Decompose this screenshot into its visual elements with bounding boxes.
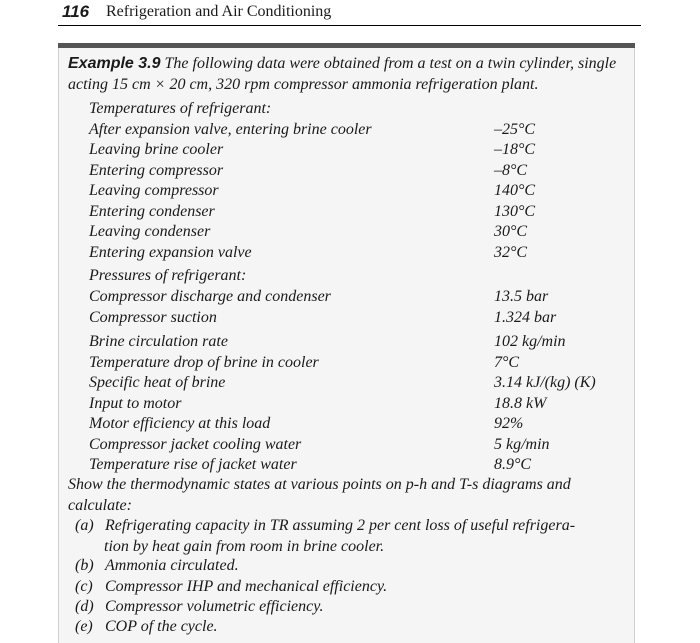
task-text: Compressor IHP and mechanical efficiency. bbox=[105, 578, 388, 595]
example-label: Example 3.9 bbox=[68, 55, 161, 72]
data-label: Entering compressor bbox=[89, 162, 224, 179]
header-rule bbox=[58, 25, 641, 26]
data-label: Entering condenser bbox=[89, 203, 215, 220]
data-value: –25°C bbox=[494, 121, 536, 138]
data-value: 102 kg/min bbox=[494, 333, 566, 350]
task-item bbox=[75, 577, 630, 598]
data-value: 30°C bbox=[494, 223, 528, 240]
data-label: Compressor discharge and condenser bbox=[89, 288, 331, 305]
task-text: Ammonia circulated. bbox=[105, 557, 239, 574]
example-text: The following data were obtained from a test on a twin cylinder, single acting 15 cm × 20 cm, 320 rpm compressor ammonia refrigeration plant. bbox=[68, 55, 617, 93]
task-marker: (e) bbox=[75, 618, 93, 635]
running-header bbox=[62, 0, 640, 27]
data-label: After expansion valve, entering brine cooler bbox=[89, 121, 372, 138]
pressures-heading: Pressures of refrigerant: bbox=[89, 267, 247, 284]
example-statement bbox=[68, 54, 633, 95]
running-title: Refrigeration and Air Conditioning bbox=[106, 3, 332, 20]
data-label: Brine circulation rate bbox=[89, 333, 228, 350]
page-number: 116 bbox=[62, 2, 90, 21]
instruction-text: Show the thermodynamic states at various points on p-h and T-s diagrams and calculate: bbox=[68, 476, 571, 514]
data-value: 13.5 bar bbox=[494, 288, 549, 305]
task-text-continued: tion by heat gain from room in brine cooler. bbox=[104, 538, 385, 555]
task-item bbox=[75, 516, 630, 537]
task-item bbox=[75, 617, 630, 638]
data-label: Input to motor bbox=[89, 395, 182, 412]
task-marker: (d) bbox=[75, 598, 94, 615]
data-label: Compressor suction bbox=[89, 309, 217, 326]
task-marker: (b) bbox=[75, 557, 94, 574]
data-label: Temperature rise of jacket water bbox=[89, 456, 297, 473]
data-label: Temperature drop of brine in cooler bbox=[89, 354, 319, 371]
data-value: 7°C bbox=[494, 354, 520, 371]
task-marker: (c) bbox=[75, 578, 93, 595]
data-label: Leaving condenser bbox=[89, 223, 211, 240]
data-value: 130°C bbox=[494, 203, 536, 220]
data-value: 8.9°C bbox=[494, 456, 532, 473]
task-text: Compressor volumetric efficiency. bbox=[105, 598, 324, 615]
task-item bbox=[75, 597, 630, 618]
data-label: Motor efficiency at this load bbox=[89, 415, 271, 432]
data-value: 140°C bbox=[494, 182, 536, 199]
task-item bbox=[75, 556, 630, 577]
task-text: Refrigerating capacity in TR assuming 2 per cent loss of useful refrigera- bbox=[105, 517, 576, 534]
data-label: Entering expansion valve bbox=[89, 244, 252, 261]
data-value: –18°C bbox=[494, 141, 536, 158]
data-label: Specific heat of brine bbox=[89, 374, 226, 391]
temperatures-heading: Temperatures of refrigerant: bbox=[89, 100, 272, 117]
data-value: 3.14 kJ/(kg) (K) bbox=[494, 374, 596, 391]
data-label: Compressor jacket cooling water bbox=[89, 436, 302, 453]
data-value: 92% bbox=[494, 415, 524, 432]
data-value: 32°C bbox=[494, 244, 528, 261]
example-box-top-rule bbox=[58, 43, 635, 48]
data-value: 18.8 kW bbox=[494, 395, 547, 412]
data-value: 5 kg/min bbox=[494, 436, 550, 453]
data-label: Leaving brine cooler bbox=[89, 141, 224, 158]
data-value: –8°C bbox=[494, 162, 528, 179]
task-marker: (a) bbox=[75, 517, 94, 534]
data-label: Leaving compressor bbox=[89, 182, 219, 199]
data-value: 1.324 bar bbox=[494, 309, 557, 326]
task-text: COP of the cycle. bbox=[105, 618, 218, 635]
